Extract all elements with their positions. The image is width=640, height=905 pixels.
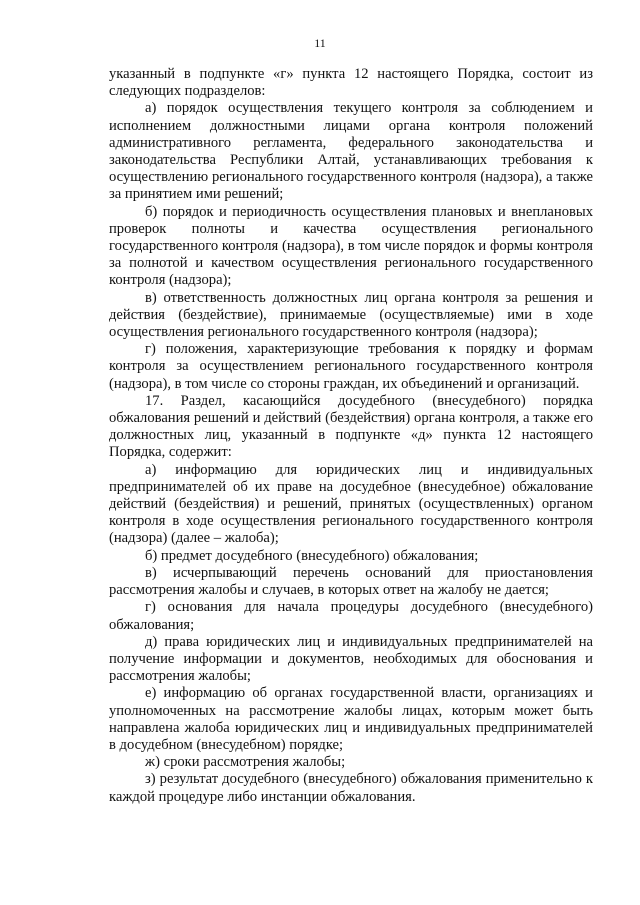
page-number: 11	[314, 36, 326, 50]
paragraph-continuation: указанный в подпункте «г» пункта 12 настоящего Порядка, состоит из следующих подразделов:	[109, 66, 593, 100]
paragraph-17-item-a: а) информацию для юридических лиц и индивидуальных предпринимателей об их праве на досудебное (внесудебное) обжалование действий (бездействия) и решений, принятых (осуществленных) органом контроля в ходе осуществления регионального государственного контроля (надзора) (далее – жалоба);	[109, 461, 593, 547]
paragraph-item-g: г) положения, характеризующие требования к порядку и формам контроля за осуществлением регионального государственного контроля (надзора), в том числе со стороны граждан, их объединений и организаций.	[109, 341, 593, 392]
paragraph-17-item-b: б) предмет досудебного (внесудебного) обжалования;	[145, 547, 479, 564]
paragraph-17-item-zh: ж) сроки рассмотрения жалобы;	[145, 754, 346, 771]
document-body	[109, 66, 593, 806]
paragraph-17-item-e: е) информацию об органах государственной власти, организациях и уполномоченных на рассмотрение жалобы лицах, которым может быть направлена жалоба юридических лиц и индивидуальных предпринимателей в досудебном (внесудебном) порядке;	[109, 685, 593, 753]
paragraph-17-item-z: з) результат досудебного (внесудебного) обжалования применительно к каждой процедуре либо инстанции обжалования.	[109, 771, 593, 805]
paragraph-17-item-g: г) основания для начала процедуры досудебного (внесудебного) обжалования;	[109, 599, 593, 633]
paragraph-section-17: 17. Раздел, касающийся досудебного (внесудебного) порядка обжалования решений и действий (бездействия) органа контроля, а также его должностных лиц, указанный в подпункте «д» пункта 12 настоящего Порядка, содержит:	[109, 392, 593, 461]
paragraph-17-item-v: в) исчерпывающий перечень оснований для приостановления рассмотрения жалобы и случаев, в которых ответ на жалобу не дается;	[109, 564, 593, 599]
paragraph-17-item-d: д) права юридических лиц и индивидуальных предпринимателей на получение информации и документов, необходимых для обоснования и рассмотрения жалобы;	[109, 633, 593, 685]
paragraph-item-b: б) порядок и периодичность осуществления плановых и внеплановых проверок полноты и качества осуществления регионального государственного контроля (надзора), в том числе порядок и формы контроля за полнотой и качеством осуществления регионального государственного контроля (надзора);	[109, 203, 593, 289]
paragraph-item-a: а) порядок осуществления текущего контроля за соблюдением и исполнением должностными лицами органа контроля положений административного регламента, федерального законодательства и законодательства Республики Алтай, устанавливающих требования к осуществлению регионального государственного контроля (надзора), а также за принятием ими решений;	[109, 100, 593, 203]
paragraph-item-v: в) ответственность должностных лиц органа контроля за решения и действия (бездействие), принимаемые (осуществляемые) ими в ходе осуществления регионального государственного контроля (надзора);	[109, 289, 593, 341]
